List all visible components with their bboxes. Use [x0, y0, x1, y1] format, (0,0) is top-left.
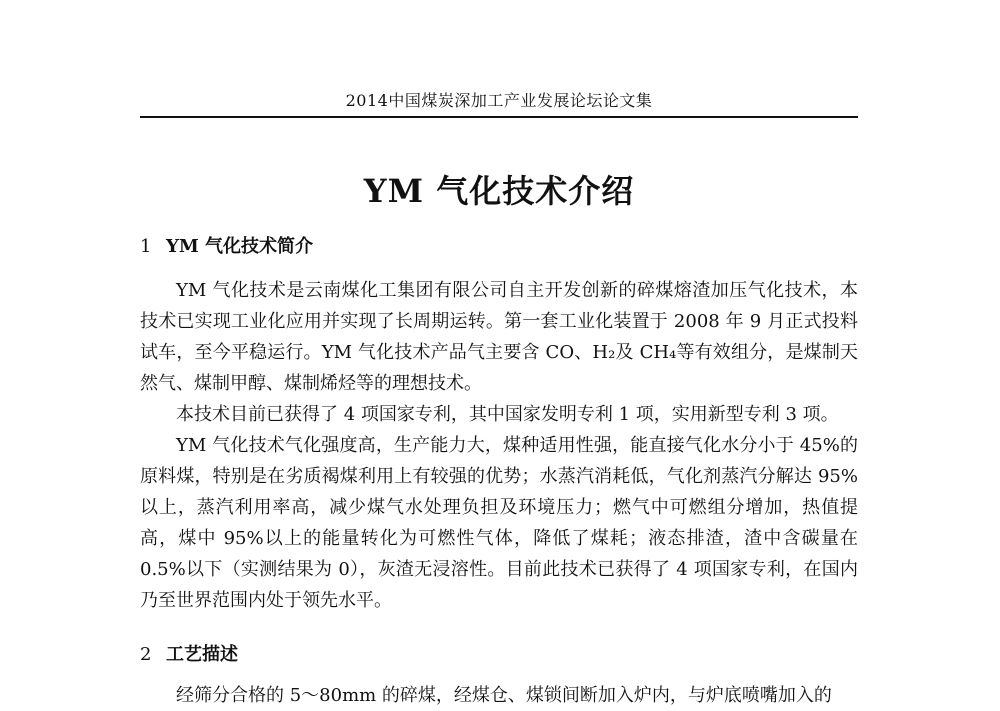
section-1-heading	[140, 232, 313, 258]
section-2-heading	[140, 640, 238, 666]
header-rule	[140, 116, 858, 118]
section-1-paragraph-2: 本技术目前已获得了 4 项国家专利，其中国家发明专利 1 项，实用新型专利 3 项。	[176, 404, 839, 425]
running-header: 2014中国煤炭深加工产业发展论坛论文集	[345, 91, 653, 110]
section-1-paragraph-1: YM 气化技术是云南煤化工集团有限公司自主开发创新的碎煤熔渣加压气化技术，本技术已实现工业化应用并实现了长周期运转。第一套工业化装置于 2008 年 9 月正式投料试车，至今平稳运行。YM 气化技术产品气主要含 CO、H₂及 CH₄等有效组分，是煤制天然气、煤制甲醇、煤制烯烃等的理想技术。	[140, 280, 858, 394]
section-2-number: 2	[140, 644, 152, 665]
section-2-title: 工艺描述	[166, 644, 238, 665]
section-1-title: YM 气化技术简介	[166, 236, 314, 257]
section-1-number: 1	[140, 236, 152, 257]
section-1-paragraph-3: YM 气化技术气化强度高，生产能力大，煤种适用性强，能直接气化水分小于 45%的原料煤，特别是在劣质褐煤利用上有较强的优势；水蒸汽消耗低，气化剂蒸汽分解达 95%以上，蒸汽利用率高，减少煤气水处理负担及环境压力；燃气中可燃组分增加，热值提高，煤中 95%以上的能量转化为可燃性气体，降低了煤耗；液态排渣，渣中含碳量在 0.5%以下（实测结果为 0），灰渣无浸溶性。目前此技术已获得了 4 项国家专利，在国内乃至世界范围内处于领先水平。	[140, 435, 858, 611]
section-2-paragraph-1: 经筛分合格的 5～80mm 的碎煤，经煤仓、煤锁间断加入炉内，与炉底喷嘴加入的	[176, 685, 832, 706]
article-title: YM 气化技术介绍	[363, 172, 635, 210]
